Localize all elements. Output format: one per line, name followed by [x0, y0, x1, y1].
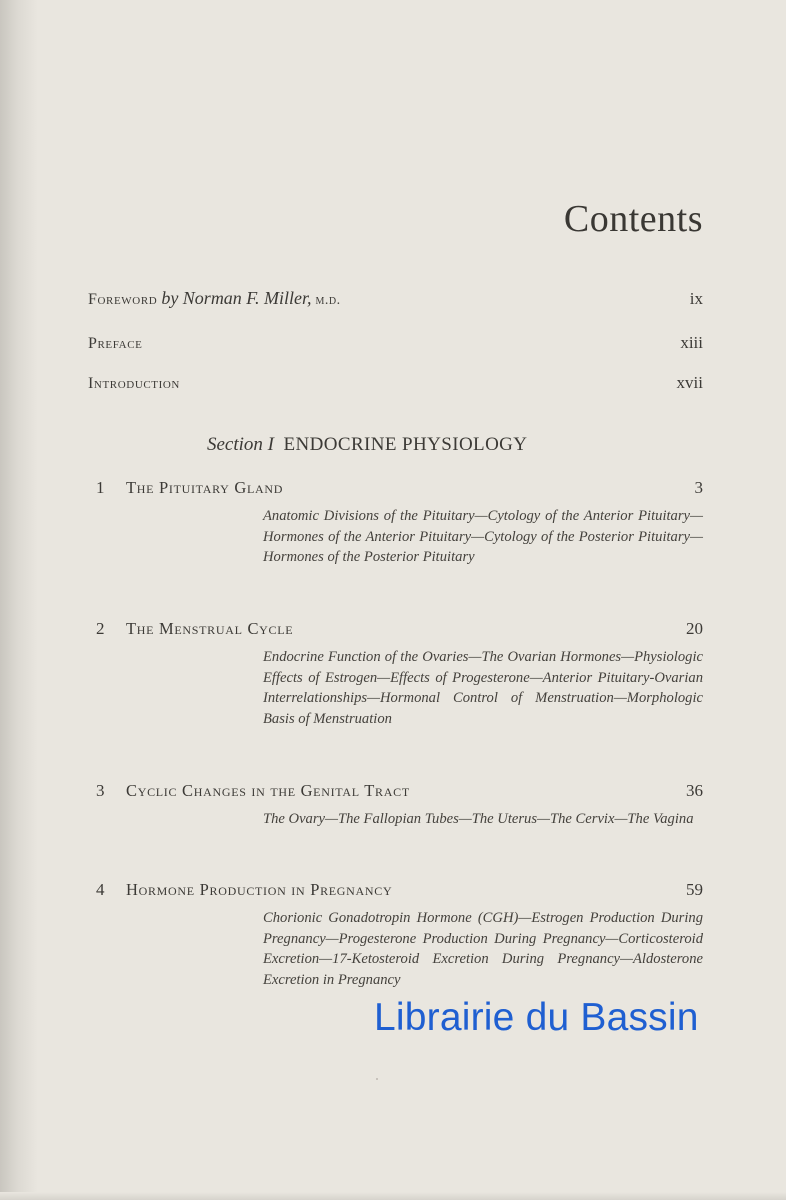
foreword-label: Foreword [88, 291, 158, 308]
chapter-row [96, 880, 703, 900]
chapter-row [96, 619, 703, 639]
chapter-description: Endocrine Function of the Ovaries—The Ovarian Hormones—Physiologic Effects of Estrogen—Effects of Progesterone—Anterior Pituitary-Ovarian Interrelationships—Hormonal Control of Menstruation—Morphologic Basis of Menstruation [263, 649, 703, 727]
toc-entry-preface [88, 333, 703, 353]
page-title: Contents [563, 198, 703, 240]
page-gutter-shadow [0, 0, 38, 1200]
chapter-row [96, 478, 703, 498]
chapter-page: 20 [686, 619, 703, 638]
preface-page: xiii [680, 333, 703, 352]
chapter-entry [96, 619, 703, 729]
section-name: ENDOCRINE PHYSIOLOGY [283, 434, 528, 455]
chapter-entry [96, 478, 703, 568]
toc-entry-foreword [88, 288, 703, 309]
chapter-page: 59 [686, 880, 703, 899]
chapter-entry [96, 781, 703, 830]
chapter-number: 2 [96, 619, 105, 638]
foreword-byline: by Norman F. Miller, [161, 288, 312, 308]
chapter-number: 3 [96, 781, 105, 800]
chapter-description: Anatomic Divisions of the Pituitary—Cytology of the Anterior Pituitary—Hormones of the Anterior Pituitary—Cytology of the Posterior Pituitary—Hormones of the Posterior Pituitary [263, 508, 703, 565]
chapter-entry [96, 880, 703, 990]
chapter-description: Chorionic Gonadotropin Hormone (CGH)—Estrogen Production During Pregnancy—Progesterone Production During Pregnancy—Corticosteroid Excretion—17-Ketosteroid Excretion During Pregnancy—Aldosterone Excretion in Pregnancy [263, 910, 703, 988]
introduction-page: xvii [676, 373, 703, 392]
foreword-line [88, 288, 341, 309]
bookseller-watermark: Librairie du Bassin [374, 996, 699, 1039]
introduction-label: Introduction [88, 375, 180, 392]
chapter-description: The Ovary—The Fallopian Tubes—The Uterus—The Cervix—The Vagina [263, 811, 694, 827]
chapter-number: 4 [96, 880, 105, 899]
chapter-page: 36 [686, 781, 703, 800]
page-bottom-edge [0, 1192, 786, 1200]
chapter-title: The Pituitary Gland [126, 478, 284, 497]
section-heading [207, 434, 527, 456]
toc-entry-introduction [88, 373, 703, 393]
foreword-page: ix [689, 289, 703, 308]
section-label: Section I [207, 434, 275, 455]
chapter-row [96, 781, 703, 801]
chapter-page: 3 [694, 478, 703, 497]
chapter-number: 1 [96, 478, 105, 497]
chapter-title: The Menstrual Cycle [126, 619, 294, 638]
preface-label: Preface [88, 335, 143, 352]
paper-speck [376, 1078, 378, 1080]
chapter-title: Cyclic Changes in the Genital Tract [126, 781, 410, 800]
foreword-suffix: m.d. [315, 293, 341, 308]
chapter-title: Hormone Production in Pregnancy [126, 880, 393, 899]
